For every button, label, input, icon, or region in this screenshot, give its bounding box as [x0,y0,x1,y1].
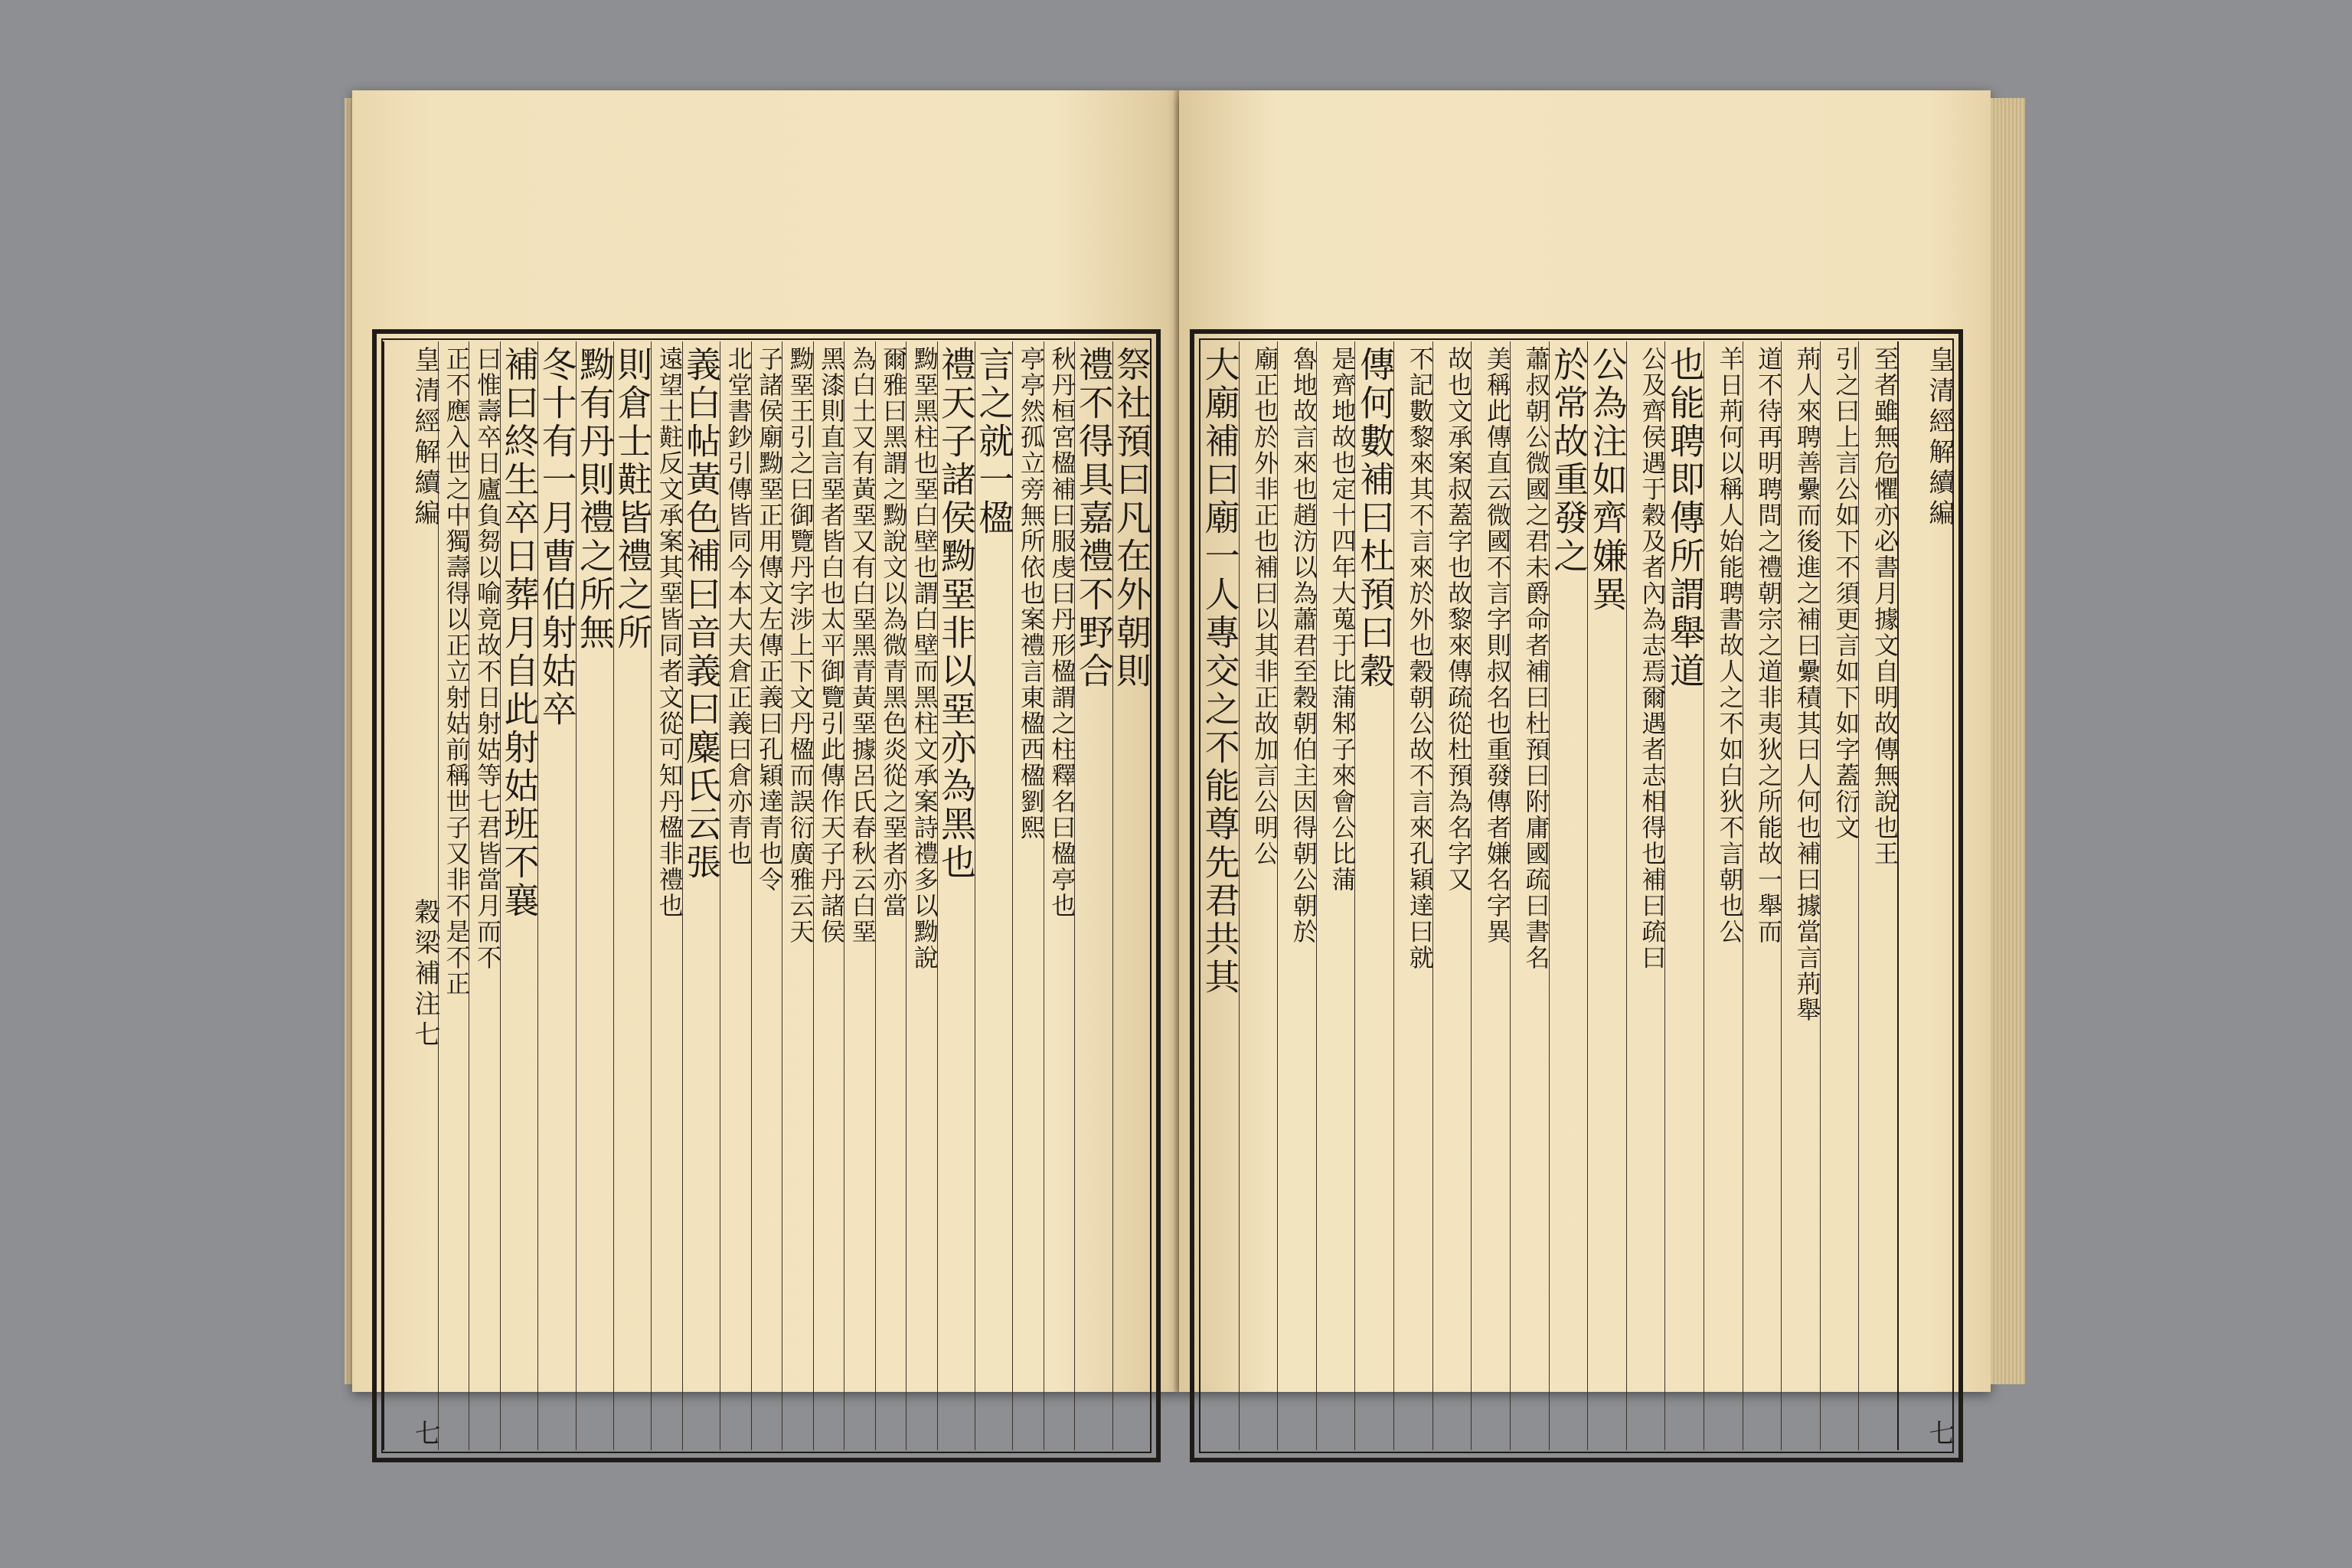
right-margin-title: 皇清經解續編 [1924,346,1955,530]
right-text-column: 不記數黎來其不言來於外也穀朝公故不言來孔穎達曰就 [1393,341,1432,1450]
left-text-column: 遠望士黈反文承案其堊皆同者文從可知丹楹非禮也 [651,341,682,1450]
right-margin-column [1897,341,1955,1450]
left-text-column: 言之就一楹 [975,341,1012,1450]
left-text-column: 黑漆則直言堊者皆白也太平御覽引此傳作天子丹諸侯 [813,341,844,1450]
right-page-edges [1991,98,2025,1384]
left-text-column: 則倉士黈皆禮之所 [613,341,651,1450]
right-text-column: 於常故重發之 [1549,341,1588,1450]
left-margin-title: 皇清經解續編 [409,346,440,530]
right-text-column: 至者雖無危懼亦必書月據文自明故傳無說也王 [1858,341,1897,1450]
right-text-column: 公為注如齊嫌異 [1587,341,1626,1450]
left-text-column: 亭亭然孤立旁無所依也案禮言東楹西楹劉熙 [1012,341,1044,1450]
left-text-column: 祭社預曰凡在外朝則 [1112,341,1150,1450]
right-text-column: 道不待再明聘問之禮朝宗之道非夷狄之所能故一舉而 [1743,341,1782,1450]
right-text-column: 大廟補曰廟一人專交之不能尊先君共其 [1199,346,1241,997]
left-text-column: 子諸侯廟黝堊正用傳文左傳正義曰孔穎達青也令 [751,341,782,1450]
right-columns [1199,341,1955,1450]
right-text-column: 蕭叔朝公微國之君未爵命者補曰杜預曰附庸國疏曰書名 [1510,341,1549,1450]
left-text-column: 黝堊王引之曰御覽丹字涉上下文丹楹而誤衍廣雅云天 [782,341,813,1450]
right-text-column: 也能聘即傳所謂舉道 [1664,341,1704,1450]
left-columns [383,341,1150,1450]
right-text-column: 是齊地故也定十四年大蒐于比蒲邾子來會公比蒲 [1316,341,1355,1450]
left-margin-page: 七 [409,1419,440,1450]
right-text-column: 荊人來聘善纍而後進之補曰纍積其曰人何也補曰據當言荊舉 [1781,341,1820,1450]
left-text-frame [372,329,1161,1462]
left-text-column: 正不應入世之中獨壽得以正立射姑前稱世子又非不是不正 [438,341,469,1450]
left-text-column: 黝有丹則禮之所無 [576,341,613,1450]
right-text-column: 傳何數補曰杜預曰穀 [1354,341,1393,1450]
right-margin-page: 七 [1924,1419,1955,1450]
right-text-frame [1190,329,1963,1462]
left-text-column: 禮不得具嘉禮不野合 [1074,341,1112,1450]
left-text-column: 義白帖黃色補曰音義曰麋氏云張 [682,341,720,1450]
left-text-column: 冬十有一月曹伯射姑卒 [537,341,575,1450]
left-text-column: 秋丹桓宮楹補曰服虔曰丹形楹謂之柱釋名曰楹亭也 [1044,341,1075,1450]
left-text-column: 爾雅曰黑謂之黝說文以為微青黑色炎從之堊者亦當 [875,341,906,1450]
left-text-column: 曰惟壽卒日廬負芻以喻竟故不日射姑等七君皆當月而不 [469,341,500,1450]
right-text-column: 羊日荊何以稱人始能聘書故人之不如白狄不言朝也公 [1704,341,1743,1450]
right-text-column: 引之曰上言公如下不須更言如下如字蓋衍文 [1820,341,1859,1450]
left-margin-column [383,341,438,1450]
left-text-column: 禮天子諸侯黝堊非以堊亦為黑也 [937,341,975,1450]
left-text-column: 補曰終生卒日葬月自此射姑班不襄 [500,341,537,1450]
left-text-column: 北堂書鈔引傳皆同今本大夫倉正義曰倉亦青也 [720,341,751,1450]
right-page [1179,90,1991,1450]
right-text-column: 魯地故言來也趙汸以為蕭君至穀朝伯主因得朝公朝於 [1277,341,1316,1450]
left-page [352,90,1179,1450]
left-text-column: 為白土又有黃堊又有白堊黑青黃堊據呂氏春秋云白堊 [844,341,875,1450]
right-text-column: 公及齊侯遇于穀及者內為志焉爾遇者志相得也補曰疏曰 [1626,341,1665,1450]
right-text-column: 廟正也於外非正也補曰以其非正故加言公明公 [1239,341,1278,1450]
right-text-column: 故也文承案叔蓋字也故黎來傳疏從杜預為名字又 [1432,341,1472,1450]
left-text-column: 黝堊黑柱也堊白壁也謂白壁而黑柱文承案詩禮多以黝說 [906,341,937,1450]
left-margin-section: 穀梁補注七 [409,898,440,1051]
right-text-column: 美稱此傳直云微國不言字則叔名也重發傳者嫌名字異 [1471,341,1510,1450]
open-book [345,90,2014,1450]
